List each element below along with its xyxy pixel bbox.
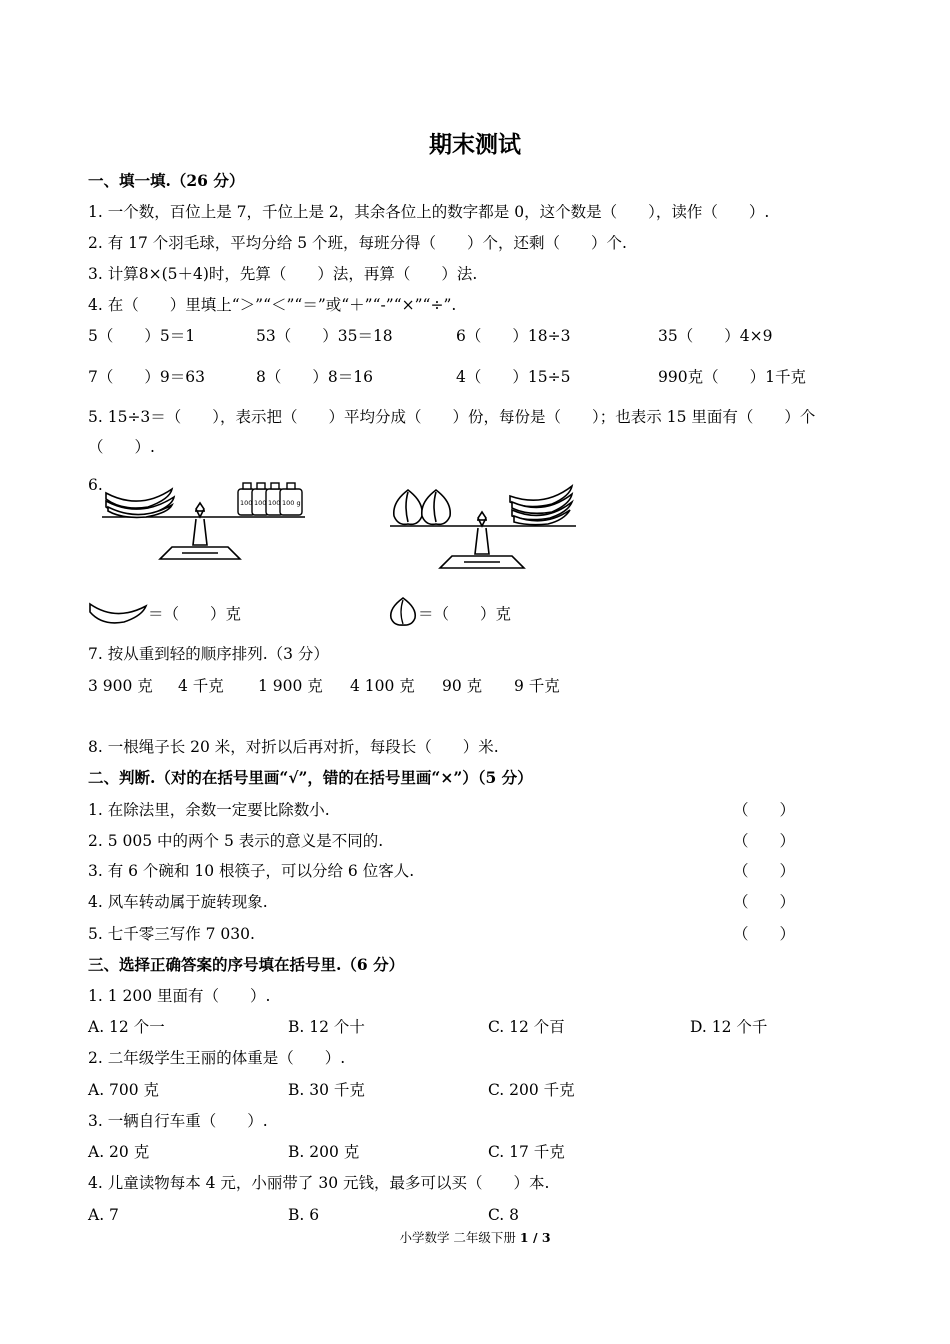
bananas-icon (106, 489, 174, 517)
compare-item: 5（ ）5＝1 (88, 327, 196, 345)
judge-item: 2. 5 005 中的两个 5 表示的意义是不同的. (88, 832, 384, 850)
page-footer (0, 1228, 950, 1246)
page-number: 1 / 3 (519, 1230, 551, 1245)
answer-paren: （ ） (733, 925, 796, 943)
compare-item: 53（ ）35＝18 (256, 327, 393, 345)
question-1-7: 7. 按从重到轻的顺序排列.（3 分） (88, 645, 329, 663)
option-c: C. 17 千克 (488, 1143, 565, 1161)
svg-text:100: 100 (268, 499, 281, 507)
question-1-5-cont: （ ）. (88, 438, 155, 456)
option-a: A. 7 (88, 1206, 119, 1224)
footer-subject: 小学数学 二年级下册 (399, 1230, 520, 1245)
weight-item: 4 100 克 (350, 677, 415, 695)
weight-item: 9 千克 (514, 677, 560, 695)
peaches-icon (394, 490, 450, 524)
compare-item: 7（ ）9＝63 (88, 368, 205, 386)
banana-weight-answer: ＝（ ）克 (148, 605, 242, 623)
banana-small-icon (88, 600, 148, 628)
peach-weight-answer: ＝（ ）克 (418, 605, 512, 623)
choice-question-4: 4. 儿童读物每本 4 元，小丽带了 30 元钱，最多可以买（ ）本. (88, 1174, 550, 1192)
section3-heading: 三、选择正确答案的序号填在括号里.（6 分） (88, 955, 405, 974)
scale-peaches-bananas (388, 478, 578, 578)
judge-item: 3. 有 6 个碗和 10 根筷子，可以分给 6 位客人. (88, 862, 415, 880)
compare-item: 6（ ）18÷3 (456, 327, 571, 345)
question-1-2: 2. 有 17 个羽毛球，平均分给 5 个班，每班分得（ ）个，还剩（ ）个. (88, 234, 627, 252)
option-b: B. 200 克 (288, 1143, 360, 1161)
option-c: C. 200 千克 (488, 1081, 575, 1099)
judge-item: 4. 风车转动属于旋转现象. (88, 893, 268, 911)
option-a: A. 700 克 (88, 1081, 160, 1099)
question-1-6-label: 6. (88, 476, 103, 494)
answer-paren: （ ） (733, 862, 796, 880)
bananas-icon (510, 486, 572, 525)
weight-item: 4 千克 (178, 677, 224, 695)
section2-heading: 二、判断.（对的在括号里画“√”，错的在括号里画“×”）（5 分） (88, 768, 533, 787)
question-1-3: 3. 计算8×(5＋4)时，先算（ ）法，再算（ ）法. (88, 265, 478, 283)
choice-question-2: 2. 二年级学生王丽的体重是（ ）. (88, 1049, 346, 1067)
choice-question-1: 1. 1 200 里面有（ ）. (88, 987, 271, 1005)
weight-item: 90 克 (442, 677, 483, 695)
judge-item: 1. 在除法里，余数一定要比除数小. (88, 801, 330, 819)
answer-paren: （ ） (733, 801, 796, 819)
page-title: 期末测试 (429, 132, 521, 158)
compare-item: 990克（ ）1千克 (658, 368, 806, 386)
option-a: A. 12 个一 (88, 1018, 165, 1036)
answer-paren: （ ） (733, 832, 796, 850)
question-1-1: 1. 一个数，百位上是 7，千位上是 2，其余各位上的数字都是 0，这个数是（ ），读作（ ）. (88, 203, 770, 221)
option-a: A. 20 克 (88, 1143, 150, 1161)
compare-item: 4（ ）15÷5 (456, 368, 571, 386)
svg-text:100: 100 (240, 499, 253, 507)
peach-small-icon (388, 596, 418, 628)
option-b: B. 30 千克 (288, 1081, 365, 1099)
question-1-4: 4. 在（ ）里填上“＞”“＜”“＝”或“＋”“-”“×”“÷”. (88, 296, 457, 314)
option-b: B. 12 个十 (288, 1018, 365, 1036)
compare-item: 35（ ）4×9 (658, 327, 773, 345)
section1-heading: 一、填一填.（26 分） (88, 171, 245, 190)
choice-question-3: 3. 一辆自行车重（ ）. (88, 1112, 268, 1130)
weight-label: 100 g (282, 499, 301, 507)
scale-bananas-weights (100, 475, 310, 575)
option-d: D. 12 个千 (690, 1018, 768, 1036)
svg-text:100: 100 (254, 499, 267, 507)
judge-item: 5. 七千零三写作 7 030. (88, 925, 255, 943)
question-1-8: 8. 一根绳子长 20 米，对折以后再对折，每段长（ ）米. (88, 738, 499, 756)
question-1-5: 5. 15÷3＝（ ），表示把（ ）平均分成（ ）份，每份是（ ）；也表示 15 里面有（ ）个 (88, 408, 816, 426)
option-c: C. 12 个百 (488, 1018, 565, 1036)
weight-item: 3 900 克 (88, 677, 153, 695)
weight-item: 1 900 克 (258, 677, 323, 695)
compare-item: 8（ ）8＝16 (256, 368, 373, 386)
option-c: C. 8 (488, 1206, 520, 1224)
answer-paren: （ ） (733, 893, 796, 911)
option-b: B. 6 (288, 1206, 320, 1224)
